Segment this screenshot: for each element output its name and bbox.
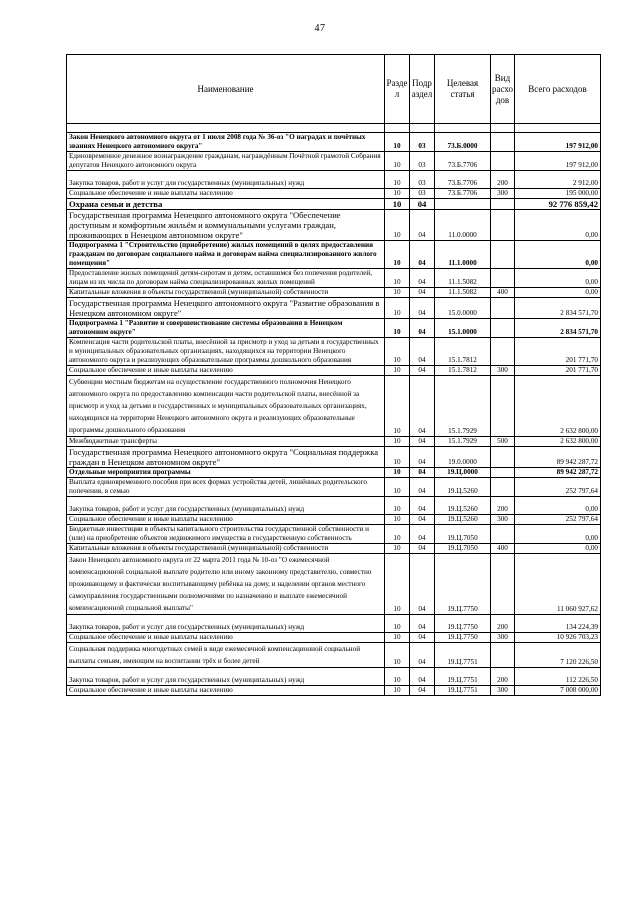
cell-total: 0,00: [515, 288, 601, 298]
cell-celevaya: 73.Б.7706: [435, 152, 491, 171]
header-celevaya: Целевая статья: [435, 55, 491, 124]
cell-celevaya: 15.1.7812: [435, 366, 491, 376]
cell-podrazdel: 04: [410, 437, 435, 447]
cell-total: 197 912,00: [515, 133, 601, 152]
cell-vid: [491, 298, 515, 319]
table-row: [67, 515, 601, 525]
table-row: [67, 269, 601, 288]
cell-vid: 500: [491, 437, 515, 447]
header-podrazdel: Подр аздел: [410, 55, 435, 124]
cell-name: Выплата единовременного пособия при всех формах устройства детей, лишённых родительского попечения, в семью: [67, 478, 385, 497]
cell-total: 195 000,00: [515, 189, 601, 199]
cell-total: 89 942 287,72: [515, 468, 601, 478]
header-razdel: Разде л: [385, 55, 410, 124]
cell-razdel: 10: [385, 478, 410, 497]
cell-podrazdel: 04: [410, 338, 435, 366]
table-row: [67, 152, 601, 171]
cell-name: Компенсация части родительской платы, внесённой за присмотр и уход за детьми в государственных и муниципальных образовательных организациях, находящихся на территории Ненецкого автономного округа и реализующих образовательные программы дошкольного образования: [67, 338, 385, 366]
cell-total: 2 912,00: [515, 171, 601, 189]
cell-name: Социальная поддержка многодетных семей в виде ежемесячной компенсационной социальной выплаты семьям, имеющим на воспитании трёх и более детей: [67, 643, 385, 668]
table-row: [67, 447, 601, 468]
cell-podrazdel: 04: [410, 298, 435, 319]
cell-razdel: 10: [385, 643, 410, 668]
cell-total: 10 926 703,23: [515, 633, 601, 643]
cell-name: Отдельные мероприятия программы: [67, 468, 385, 478]
cell-total: 0,00: [515, 210, 601, 241]
cell-total: 7 120 226,50: [515, 643, 601, 668]
cell-celevaya: 19.Ц.7050: [435, 525, 491, 544]
cell-celevaya: 11.1.0000: [435, 241, 491, 269]
cell-name: Закупка товаров, работ и услуг для государственных (муниципальных) нужд: [67, 171, 385, 189]
cell-razdel: 10: [385, 366, 410, 376]
table-row: [67, 338, 601, 366]
table-row: [67, 497, 601, 515]
cell-name: Социальное обеспечение и иные выплаты населению: [67, 189, 385, 199]
cell-total: 252 797,64: [515, 515, 601, 525]
cell-podrazdel: 04: [410, 376, 435, 437]
cell-celevaya: 11.1.5082: [435, 288, 491, 298]
cell-total: 0,00: [515, 269, 601, 288]
cell-razdel: 10: [385, 686, 410, 696]
cell-name: Социальное обеспечение и иные выплаты населению: [67, 633, 385, 643]
cell-name: Единовременное денежное вознаграждение гражданам, награждённым Почётной грамотой Собрания депутатов Ненецкого автономного округа: [67, 152, 385, 171]
cell-total: 7 008 000,00: [515, 686, 601, 696]
cell-razdel: 10: [385, 298, 410, 319]
cell-razdel: 10: [385, 171, 410, 189]
cell-razdel: 10: [385, 515, 410, 525]
cell-podrazdel: 04: [410, 515, 435, 525]
cell-name: Предоставление жилых помещений детям-сиротам и детям, оставшимся без попечения родителей, лицам из их числа по договорам найма специализированных жилых помещений: [67, 269, 385, 288]
cell-razdel: 10: [385, 338, 410, 366]
table-row: [67, 554, 601, 615]
cell-total: 92 776 859,42: [515, 199, 601, 210]
table-row: [67, 525, 601, 544]
cell-podrazdel: 04: [410, 241, 435, 269]
table-row: [67, 668, 601, 686]
cell-vid: [491, 554, 515, 615]
cell-vid: 200: [491, 171, 515, 189]
header-total: Всего расходов: [515, 55, 601, 124]
cell-celevaya: 19.0.0000: [435, 447, 491, 468]
cell-razdel: 10: [385, 210, 410, 241]
cell-razdel: 10: [385, 544, 410, 554]
cell-total: 2 632 800,00: [515, 437, 601, 447]
cell-celevaya: 19.Ц.7750: [435, 633, 491, 643]
cell-podrazdel: 03: [410, 133, 435, 152]
cell-podrazdel: 03: [410, 189, 435, 199]
cell-celevaya: 15.1.7929: [435, 376, 491, 437]
cell-name: Бюджетные инвестиции в объекты капитального строительства государственной собственности и (или) на приобретение объектов недвижимого имущества в государственную собственность: [67, 525, 385, 544]
cell-vid: [491, 643, 515, 668]
cell-podrazdel: 04: [410, 525, 435, 544]
cell-podrazdel: 04: [410, 269, 435, 288]
cell-name: Государственная программа Ненецкого автономного округа "Социальная поддержка граждан в Ненецком автономном округе": [67, 447, 385, 468]
cell-razdel: 10: [385, 288, 410, 298]
cell-vid: [491, 525, 515, 544]
cell-total: 11 060 927,62: [515, 554, 601, 615]
table-row: [67, 199, 601, 210]
cell-razdel: 10: [385, 241, 410, 269]
cell-name: Социальное обеспечение и иные выплаты населению: [67, 515, 385, 525]
table-row: [67, 288, 601, 298]
cell-total: 0,00: [515, 497, 601, 515]
table-row: [67, 544, 601, 554]
cell-razdel: 10: [385, 319, 410, 338]
header-vid: Вид расхо дов: [491, 55, 515, 124]
cell-razdel: 10: [385, 554, 410, 615]
cell-razdel: 10: [385, 525, 410, 544]
cell-podrazdel: 04: [410, 686, 435, 696]
cell-celevaya: 19.Ц.7050: [435, 544, 491, 554]
cell-total: 2 834 571,70: [515, 319, 601, 338]
cell-podrazdel: 04: [410, 668, 435, 686]
cell-vid: 200: [491, 615, 515, 633]
cell-podrazdel: 04: [410, 554, 435, 615]
cell-total: 2 834 571,70: [515, 298, 601, 319]
cell-name: Подпрограмма 1 "Развитие и совершенствование системы образования в Ненецком автономном округе": [67, 319, 385, 338]
table-row: [67, 241, 601, 269]
cell-podrazdel: 04: [410, 199, 435, 210]
cell-celevaya: 15.1.0000: [435, 319, 491, 338]
cell-vid: 300: [491, 686, 515, 696]
table-row: [67, 133, 601, 152]
cell-razdel: 10: [385, 437, 410, 447]
cell-razdel: 10: [385, 133, 410, 152]
cell-podrazdel: 04: [410, 478, 435, 497]
table-row: [67, 478, 601, 497]
table-row: [67, 210, 601, 241]
page-number: 47: [314, 23, 326, 34]
cell-vid: 200: [491, 668, 515, 686]
cell-total: 89 942 287,72: [515, 447, 601, 468]
cell-razdel: 10: [385, 615, 410, 633]
cell-vid: [491, 376, 515, 437]
cell-celevaya: 73.Б.7706: [435, 189, 491, 199]
cell-vid: [491, 241, 515, 269]
table-header-row: [67, 55, 601, 124]
cell-razdel: 10: [385, 376, 410, 437]
cell-celevaya: 19.Ц.5260: [435, 478, 491, 497]
cell-podrazdel: 04: [410, 210, 435, 241]
cell-vid: 400: [491, 544, 515, 554]
cell-celevaya: 19.Ц.7751: [435, 643, 491, 668]
cell-podrazdel: 03: [410, 171, 435, 189]
cell-podrazdel: 04: [410, 497, 435, 515]
table-row: [67, 366, 601, 376]
cell-vid: 400: [491, 288, 515, 298]
table-row: [67, 437, 601, 447]
cell-celevaya: 15.1.7929: [435, 437, 491, 447]
cell-name: Социальное обеспечение и иные выплаты населению: [67, 686, 385, 696]
cell-podrazdel: 04: [410, 366, 435, 376]
cell-vid: 300: [491, 515, 515, 525]
cell-podrazdel: 04: [410, 447, 435, 468]
cell-vid: 300: [491, 189, 515, 199]
cell-name: Закупка товаров, работ и услуг для государственных (муниципальных) нужд: [67, 497, 385, 515]
cell-vid: [491, 269, 515, 288]
cell-vid: [491, 447, 515, 468]
table-row: [67, 319, 601, 338]
cell-total: 201 771,70: [515, 338, 601, 366]
table-row: [67, 615, 601, 633]
cell-celevaya: [435, 199, 491, 210]
cell-razdel: 10: [385, 189, 410, 199]
cell-vid: [491, 133, 515, 152]
cell-celevaya: 15.0.0000: [435, 298, 491, 319]
cell-vid: [491, 468, 515, 478]
cell-podrazdel: 04: [410, 319, 435, 338]
table-row: [67, 633, 601, 643]
cell-name: Капитальные вложения в объекты государственной (муниципальной) собственности: [67, 288, 385, 298]
cell-celevaya: 15.1.7812: [435, 338, 491, 366]
cell-name: Закупка товаров, работ и услуг для государственных (муниципальных) нужд: [67, 615, 385, 633]
cell-name: Закупка товаров, работ и услуг для государственных (муниципальных) нужд: [67, 668, 385, 686]
cell-name: Государственная программа Ненецкого автономного округа "Развитие образования в Ненецком автономном округе": [67, 298, 385, 319]
cell-podrazdel: 03: [410, 152, 435, 171]
cell-vid: 300: [491, 366, 515, 376]
cell-celevaya: 73.Б.0000: [435, 133, 491, 152]
cell-celevaya: 19.Ц.0000: [435, 468, 491, 478]
cell-podrazdel: 04: [410, 468, 435, 478]
cell-celevaya: 19.Ц.7750: [435, 554, 491, 615]
cell-celevaya: 19.Ц.7751: [435, 668, 491, 686]
cell-name: Субвенции местным бюджетам на осуществление государственного полномочия Ненецкого автономного округа по предоставлению компенсации части родительской платы, внесённой за присмотр и уход за детьми в государственных и муниципальных образовательных организациях, находящихся на территории Ненецкого автономного округа и реализующих образовательные программы дошкольного образования: [67, 376, 385, 437]
cell-podrazdel: 04: [410, 288, 435, 298]
budget-table: [66, 54, 601, 696]
cell-vid: [491, 210, 515, 241]
cell-total: 0,00: [515, 241, 601, 269]
cell-razdel: 10: [385, 199, 410, 210]
cell-celevaya: 11.0.0000: [435, 210, 491, 241]
cell-razdel: 10: [385, 497, 410, 515]
cell-name: Закон Ненецкого автономного округа от 22 марта 2011 года № 10-оз "О ежемесячной компенсационной социальной выплате родителю или иному законному представителю, совместно проживающему и фактически воспитывающему ребёнка на дому, и наделении органов местного самоуправления государственными полномочиями по назначению и выплате ежемесячной компенсационной социальной выплаты": [67, 554, 385, 615]
cell-name: Социальное обеспечение и иные выплаты населению: [67, 366, 385, 376]
cell-name: Закон Ненецкого автономного округа от 1 июля 2008 года № 36-оз "О наградах и почётных званиях Ненецкого автономного округа": [67, 133, 385, 152]
cell-razdel: 10: [385, 447, 410, 468]
cell-vid: [491, 199, 515, 210]
cell-vid: [491, 338, 515, 366]
cell-celevaya: 19.Ц.5260: [435, 515, 491, 525]
cell-total: 197 912,00: [515, 152, 601, 171]
table-body: [67, 124, 601, 696]
cell-name: Межбюджетные трансферты: [67, 437, 385, 447]
cell-vid: [491, 152, 515, 171]
cell-vid: [491, 478, 515, 497]
cell-name: Охрана семьи и детства: [67, 199, 385, 210]
cell-razdel: 10: [385, 152, 410, 171]
cell-name: Подпрограмма 1 "Строительство (приобретение) жилых помещений в целях предоставления гражданам по договорам социального найма и договорам найма специализированного жилого помещения": [67, 241, 385, 269]
cell-name: Государственная программа Ненецкого автономного округа "Обеспечение доступным и комфортным жильём и коммунальными услугами граждан, проживающих в Ненецком автономном округе": [67, 210, 385, 241]
cell-vid: [491, 319, 515, 338]
cell-celevaya: 11.1.5082: [435, 269, 491, 288]
cell-celevaya: 19.Ц.5260: [435, 497, 491, 515]
table-row: [67, 171, 601, 189]
cell-total: 201 771,70: [515, 366, 601, 376]
cell-razdel: 10: [385, 468, 410, 478]
cell-celevaya: 19.Ц.7750: [435, 615, 491, 633]
table-row: [67, 298, 601, 319]
cell-vid: 300: [491, 633, 515, 643]
cell-total: 2 632 800,00: [515, 376, 601, 437]
table-row: [67, 468, 601, 478]
cell-total: 252 797,64: [515, 478, 601, 497]
cell-razdel: 10: [385, 269, 410, 288]
table-row: [67, 686, 601, 696]
cell-total: 112 226,50: [515, 668, 601, 686]
cell-vid: 200: [491, 497, 515, 515]
cell-podrazdel: 04: [410, 643, 435, 668]
cell-total: 0,00: [515, 525, 601, 544]
header-spacer-row: [67, 124, 601, 133]
header-name: Наименование: [67, 55, 385, 124]
cell-podrazdel: 04: [410, 633, 435, 643]
cell-celevaya: 73.Б.7706: [435, 171, 491, 189]
cell-total: 0,00: [515, 544, 601, 554]
cell-podrazdel: 04: [410, 544, 435, 554]
table-row: [67, 376, 601, 437]
table-row: [67, 643, 601, 668]
table-row: [67, 189, 601, 199]
cell-razdel: 10: [385, 633, 410, 643]
cell-podrazdel: 04: [410, 615, 435, 633]
cell-celevaya: 19.Ц.7751: [435, 686, 491, 696]
cell-razdel: 10: [385, 668, 410, 686]
cell-total: 134 224,39: [515, 615, 601, 633]
cell-name: Капитальные вложения в объекты государственной (муниципальной) собственности: [67, 544, 385, 554]
